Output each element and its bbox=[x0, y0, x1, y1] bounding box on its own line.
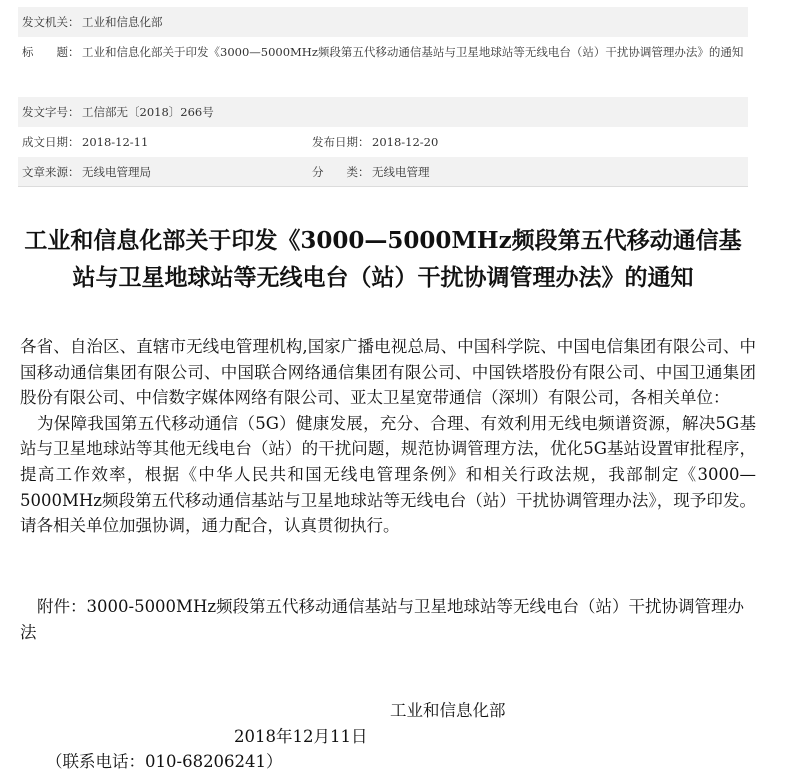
document-title-line-2: 站与卫星地球站等无线电台（站）干扰协调管理办法》的通知 bbox=[72, 264, 694, 291]
title-label: 标 题： bbox=[22, 45, 80, 59]
document-title-line-1: 工业和信息化部关于印发《3000—5000MHz频段第五代移动通信基 bbox=[24, 227, 742, 254]
metadata-row-issuer bbox=[18, 7, 748, 37]
document-metadata-table bbox=[18, 7, 748, 187]
category-label: 分 类： bbox=[312, 165, 370, 179]
signature-organization: 工业和信息化部 bbox=[390, 701, 506, 720]
metadata-row-dates bbox=[18, 127, 748, 157]
created-date-value: 2018-12-11 bbox=[82, 135, 149, 149]
created-date-label: 成文日期： bbox=[22, 135, 80, 149]
source-label: 文章来源： bbox=[22, 165, 80, 179]
issuer-label: 发文机关： bbox=[22, 15, 80, 29]
published-date-value: 2018-12-20 bbox=[372, 135, 439, 149]
document-body bbox=[20, 334, 756, 539]
document-title bbox=[18, 222, 748, 296]
body-paragraph: 为保障我国第五代移动通信（5G）健康发展，充分、合理、有效利用无线电频谱资源，解决5G基站与卫星地球站等其他无线电台（站）的干扰问题，规范协调管理方法，优化5G基站设置审批程序，提高工作效率，根据《中华人民共和国无线电管理条例》和相关行政法规，我部制定《3000—5000MHz频段第五代移动通信基站与卫星地球站等无线电台（站）干扰协调管理办法》，现予印发。请各相关单位加强协调，通力配合，认真贯彻执行。 bbox=[20, 413, 756, 536]
title-value: 工业和信息化部关于印发《3000—5000MHz频段第五代移动通信基站与卫星地球站等无线电台（站）干扰协调管理办法》的通知 bbox=[82, 45, 744, 59]
recipients-paragraph: 各省、自治区、直辖市无线电管理机构,国家广播电视总局、中国科学院、中国电信集团有限公司、中国移动通信集团有限公司、中国联合网络通信集团有限公司、中国铁塔股份有限公司、中国卫通集团股份有限公司、中信数字媒体网络有限公司、亚太卫星宽带通信（深圳）有限公司，各相关单位： bbox=[20, 337, 756, 408]
metadata-row-doc-number bbox=[18, 97, 748, 127]
contact-phone: （联系电话：010-68206241） bbox=[46, 752, 283, 771]
doc-number-value: 工信部无〔2018〕266号 bbox=[82, 105, 214, 119]
metadata-row-title bbox=[18, 37, 748, 97]
attachment-line: 附件：3000-5000MHz频段第五代移动通信基站与卫星地球站等无线电台（站）干扰协调管理办法 bbox=[20, 597, 745, 642]
doc-number-label: 发文字号： bbox=[22, 105, 80, 119]
metadata-row-source bbox=[18, 157, 748, 187]
signature-date: 2018年12月11日 bbox=[234, 727, 368, 746]
published-date-label: 发布日期： bbox=[312, 135, 370, 149]
category-value: 无线电管理 bbox=[372, 165, 430, 179]
source-value: 无线电管理局 bbox=[82, 165, 151, 179]
issuer-value: 工业和信息化部 bbox=[82, 15, 163, 29]
